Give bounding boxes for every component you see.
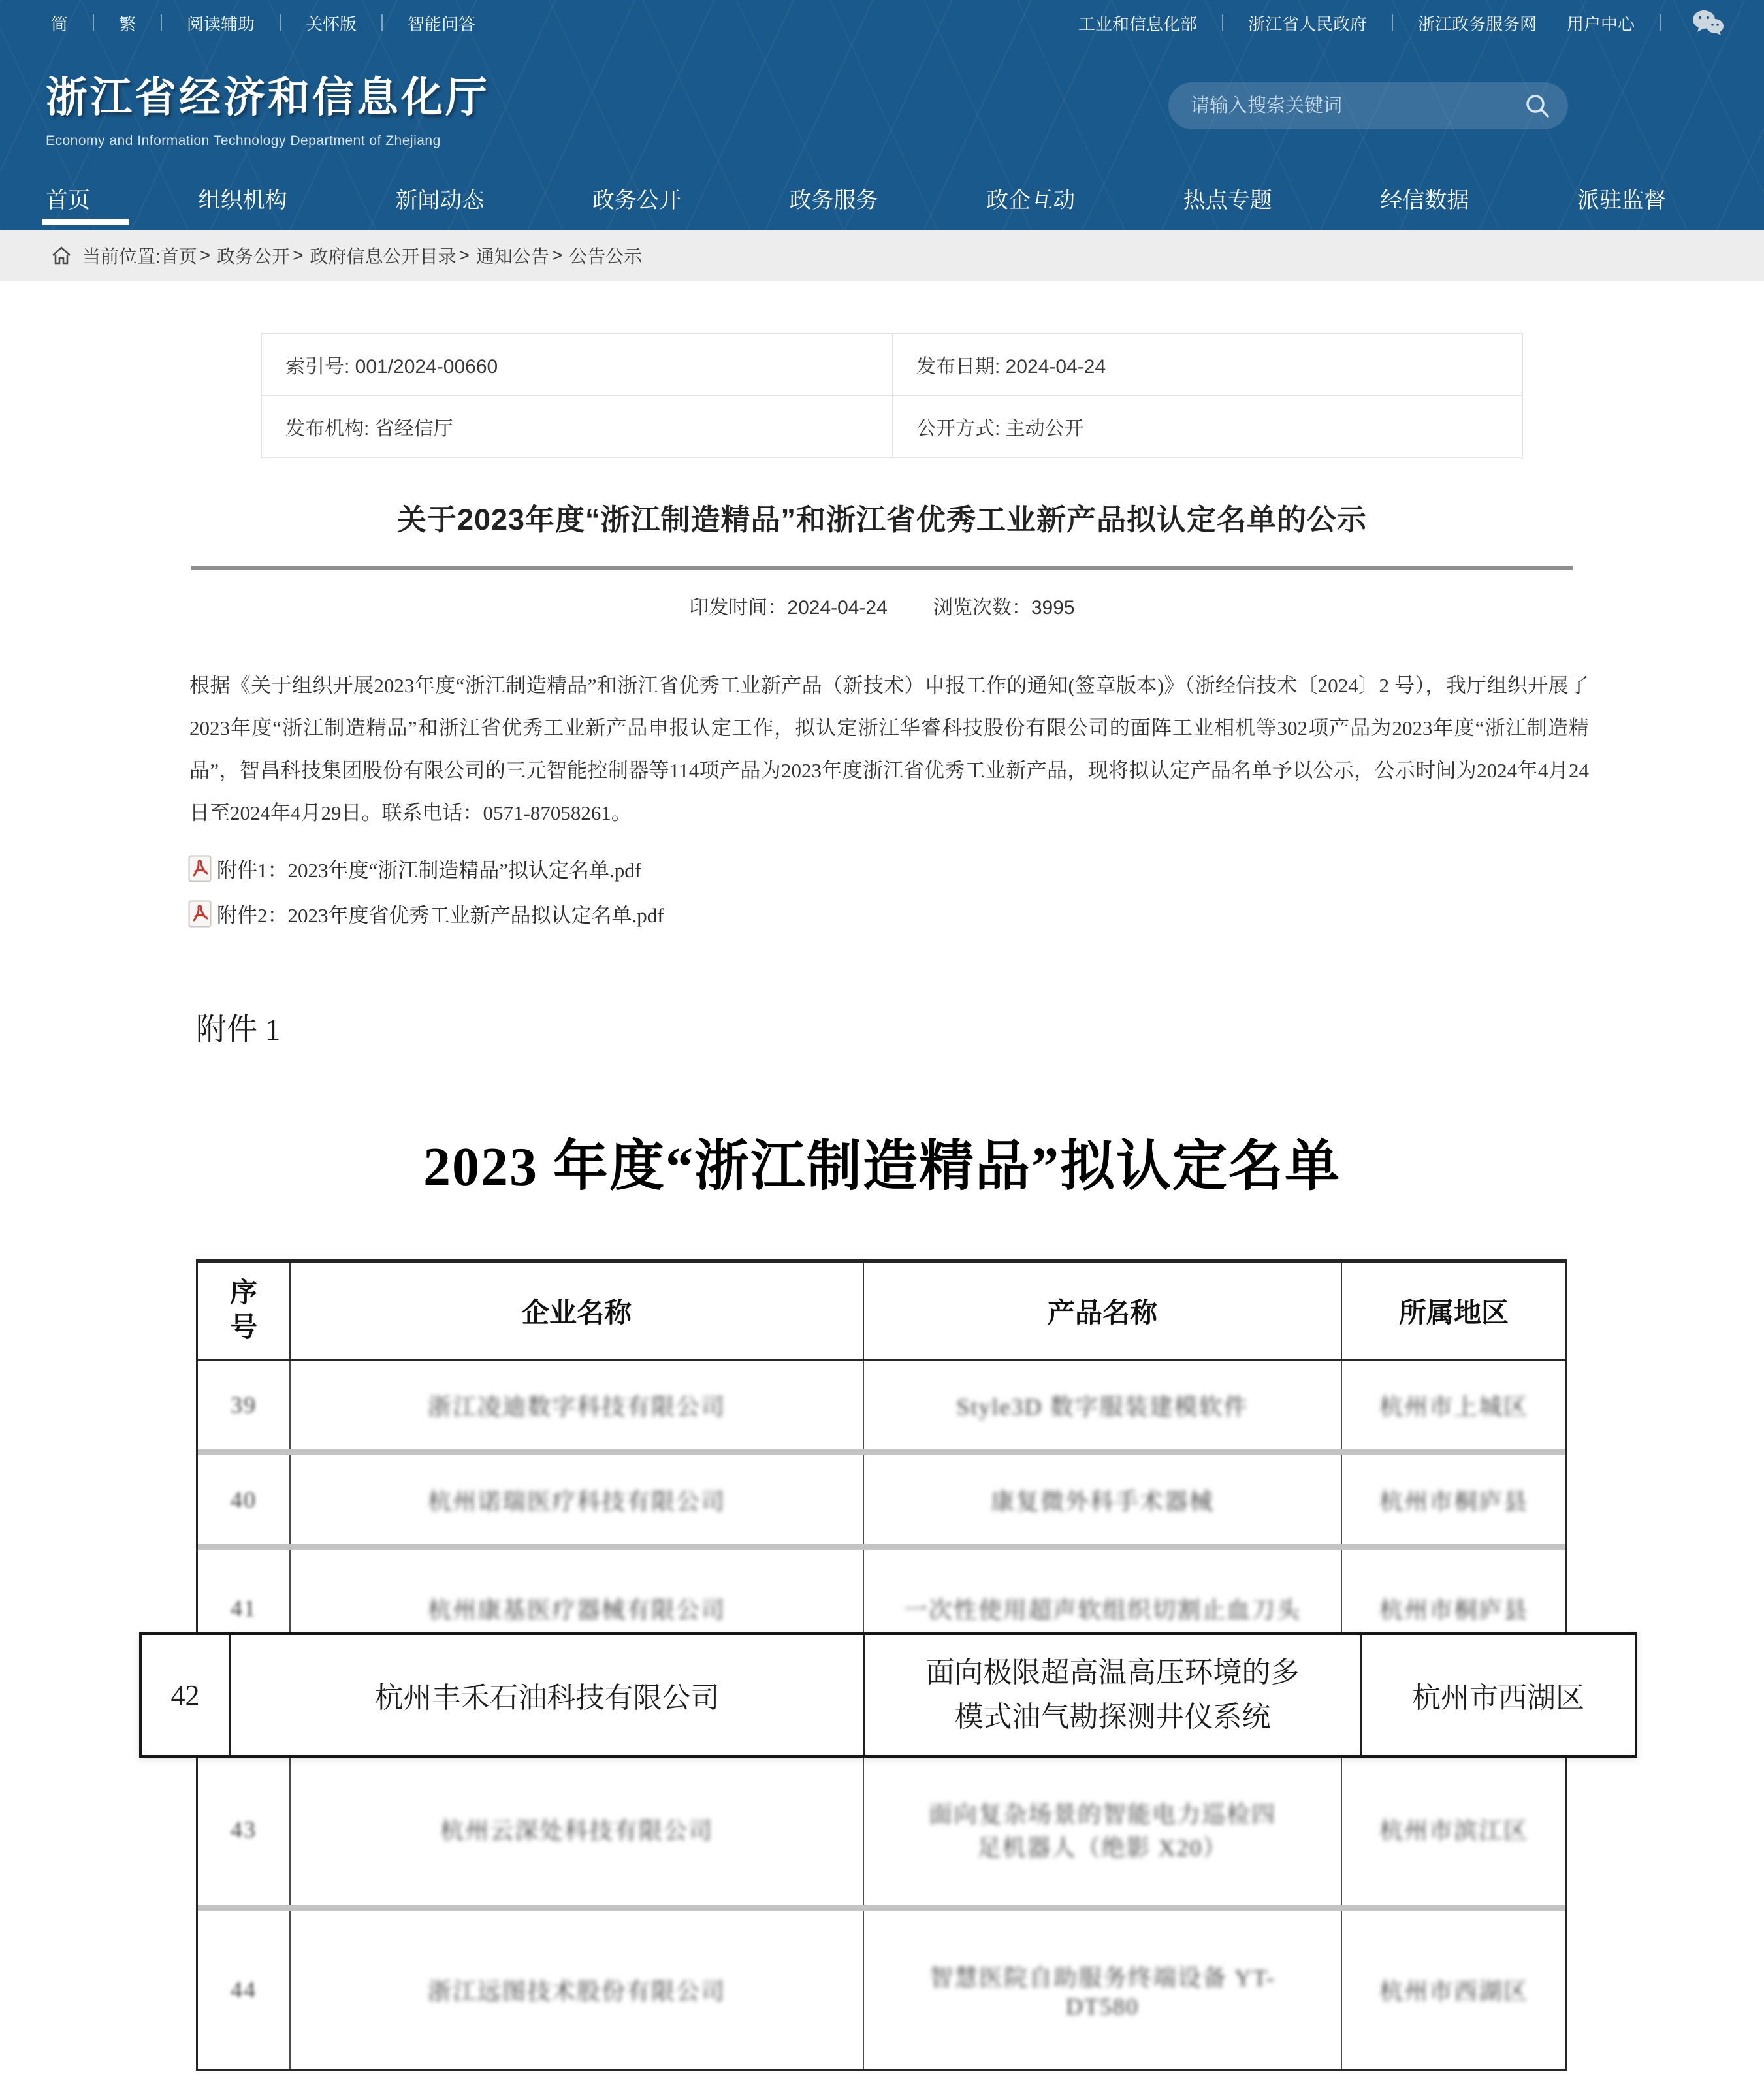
cell-region: 杭州市滨江区 (1379, 1818, 1528, 1844)
cell-company: 浙江远图技术股份有限公司 (291, 1911, 864, 2069)
breadcrumb-item-home[interactable]: 首页 (160, 246, 197, 266)
nav-item-gov-enterprise[interactable]: 政企互动 (986, 187, 1076, 213)
cell-region: 杭州市西湖区 (1412, 1682, 1584, 1714)
nav-item-organization[interactable]: 组织机构 (198, 187, 287, 213)
cell-company: 杭州诺瑞医疗科技有限公司 (291, 1455, 864, 1544)
products-table (170, 1259, 1584, 2071)
print-time-label: 印发时间： (689, 597, 788, 619)
cell-region: 杭州市桐庐县 (1379, 1596, 1528, 1623)
cell-product: 面向极限超高温高压环境的多模式油气勘探测井仪系统 (865, 1635, 1362, 1755)
table-row (198, 1911, 1565, 2069)
cell-seq: 39 (198, 1361, 291, 1449)
link-simplified-chinese[interactable]: 简 (51, 14, 69, 34)
link-smart-qa[interactable]: 智能问答 (408, 14, 476, 34)
cell-product: 一次性使用超声软组织切割止血刀头 (864, 1550, 1342, 1666)
nav-item-gov-services[interactable]: 政务服务 (789, 187, 878, 213)
link-reading-assist[interactable]: 阅读辅助 (187, 14, 255, 34)
main-content (0, 333, 1764, 2071)
meta-disclosure-method: 公开方式: 主动公开 (892, 396, 1523, 458)
nav-item-gov-disclosure[interactable]: 政务公开 (592, 187, 681, 213)
article-paragraph: 根据《关于组织开展2023年度“浙江制造精品”和浙江省优秀工业新产品（新技术）申报工作的通知(签章版本)》（浙经信技术〔2024〕2 号），我厅组织开展了2023年度“浙江制造精品”和浙江省优秀工业新产品申报认定工作，拟认定浙江华睿科技股份有限公司的面阵工业相机等302项产品为2023年度“浙江制造精品”，智昌科技集团股份有限公司的三元智能控制器等114项产品为2023年度浙江省优秀工业新产品，现将拟认定产品名单予以公示，公示时间为2024年4月24日至2024年4月29日。联系电话：0571-87058261。 (189, 674, 1589, 824)
topbar-left-links (51, 11, 475, 35)
nav-item-supervision[interactable]: 派驻监督 (1577, 187, 1666, 213)
table-row (198, 1361, 1565, 1455)
cell-product: 智慧医院自助服务终端设备 YT-DT580 (864, 1911, 1342, 2069)
attachment-label: 附件 1 (196, 1013, 281, 1047)
cell-company: 杭州云深处科技有限公司 (291, 1754, 864, 1905)
header-product: 产品名称 (864, 1263, 1342, 1359)
cell-seq: 44 (198, 1911, 291, 2069)
nav-item-news[interactable]: 新闻动态 (395, 187, 485, 213)
table-header-row (198, 1263, 1565, 1361)
brand-row (0, 37, 1764, 149)
cell-region: 杭州市西湖区 (1379, 1978, 1528, 2005)
breadcrumb-separator: > (458, 245, 470, 265)
search-icon (1524, 92, 1551, 120)
site-subtitle: Economy and Information Technology Department of Zhejiang (46, 133, 441, 148)
attachment-document (0, 1005, 1764, 2071)
article-title: 关于2023年度“浙江制造精品”和浙江省优秀工业新产品拟认定名单的公示 (396, 503, 1368, 536)
meta-publish-date: 发布日期: 2024-04-24 (892, 334, 1523, 396)
top-utility-bar (0, 0, 1764, 37)
wechat-icon[interactable] (1691, 10, 1725, 36)
doc-meta-table (261, 333, 1523, 458)
print-time-value: 2024-04-24 (787, 597, 888, 619)
header-seq: 序号 (198, 1263, 291, 1359)
highlighted-table-row (139, 1632, 1637, 1758)
meta-publish-org: 发布机构: 省经信厅 (261, 396, 892, 458)
pdf-icon (188, 900, 212, 928)
views-value: 3995 (1031, 597, 1075, 619)
nav-item-economic-data[interactable]: 经信数据 (1380, 187, 1469, 213)
cell-seq: 40 (198, 1455, 291, 1544)
table-row (198, 1750, 1565, 1911)
breadcrumb (0, 230, 1764, 281)
breadcrumb-separator: > (199, 245, 211, 265)
divider (280, 14, 281, 31)
site-brand (46, 64, 490, 149)
title-divider (191, 566, 1573, 570)
attachments (188, 854, 1764, 928)
topbar-right-links (1078, 10, 1725, 36)
header-company: 企业名称 (291, 1263, 864, 1359)
nav-item-home[interactable]: 首页 (46, 182, 90, 223)
attachment-doc-title: 2023 年度“浙江制造精品”拟认定名单 (423, 1137, 1341, 1197)
search-button[interactable] (1524, 92, 1551, 120)
views-label: 浏览次数： (933, 597, 1031, 619)
attachment-row (188, 899, 1764, 928)
attachment-link-2[interactable]: 附件2：2023年度省优秀工业新产品拟认定名单.pdf (217, 904, 664, 927)
cell-seq: 42 (142, 1635, 231, 1755)
cell-company: 杭州丰禾石油科技有限公司 (231, 1635, 865, 1755)
cell-product: Style3D 数字服装建模软件 (864, 1361, 1342, 1449)
divider (161, 14, 162, 31)
search-input[interactable] (1191, 95, 1524, 117)
breadcrumb-separator: > (551, 245, 563, 265)
site-title: 浙江省经济和信息化厅 (46, 74, 490, 121)
cell-region: 杭州市桐庐县 (1379, 1488, 1528, 1515)
breadcrumb-separator: > (293, 245, 304, 265)
search-box (1168, 82, 1568, 129)
cell-region: 杭州市上城区 (1379, 1393, 1528, 1420)
table-row (198, 1455, 1565, 1550)
cell-seq: 41 (198, 1550, 291, 1666)
breadcrumb-item-catalog[interactable]: 政府信息公开目录 (310, 246, 457, 266)
link-traditional-chinese[interactable]: 繁 (119, 14, 136, 34)
cell-product: 康复微外科手术器械 (864, 1455, 1342, 1544)
pdf-icon (188, 855, 212, 882)
attachment-row (188, 854, 1764, 883)
link-user-center[interactable]: 用户中心 (1566, 14, 1635, 34)
divider (381, 14, 383, 31)
divider (1392, 14, 1393, 31)
cell-company: 杭州康基医疗器械有限公司 (291, 1550, 864, 1666)
divider (93, 14, 94, 31)
breadcrumb-item-announcements[interactable]: 公告公示 (569, 246, 643, 266)
nav-item-hot-topics[interactable]: 热点专题 (1183, 187, 1272, 213)
attachment-link-1[interactable]: 附件1：2023年度“浙江制造精品”拟认定名单.pdf (217, 859, 642, 882)
divider (1222, 14, 1223, 31)
main-navigation (0, 175, 1764, 230)
cell-product: 面向复杂场景的智能电力巡检四足机器人（绝影 X20） (864, 1754, 1342, 1905)
link-zhejiang-service-net[interactable]: 浙江政务服务网 (1417, 14, 1537, 34)
breadcrumb-item-notices[interactable]: 通知公告 (475, 246, 549, 266)
divider (1660, 14, 1661, 31)
link-miit[interactable]: 工业和信息化部 (1078, 14, 1197, 34)
link-care-version[interactable]: 关怀版 (306, 14, 357, 34)
cell-company: 浙江凌迪数字科技有限公司 (291, 1361, 864, 1449)
header-region: 所属地区 (1398, 1298, 1509, 1329)
site-header (0, 0, 1764, 230)
breadcrumb-item-disclosure[interactable]: 政务公开 (217, 246, 291, 266)
article-print-meta (0, 591, 1764, 620)
link-zhejiang-gov[interactable]: 浙江省人民政府 (1247, 14, 1367, 34)
breadcrumb-prefix: 当前位置: (82, 246, 161, 266)
cell-seq: 43 (198, 1754, 291, 1905)
meta-index-number: 索引号: 001/2024-00660 (261, 334, 892, 396)
home-icon (51, 246, 72, 265)
